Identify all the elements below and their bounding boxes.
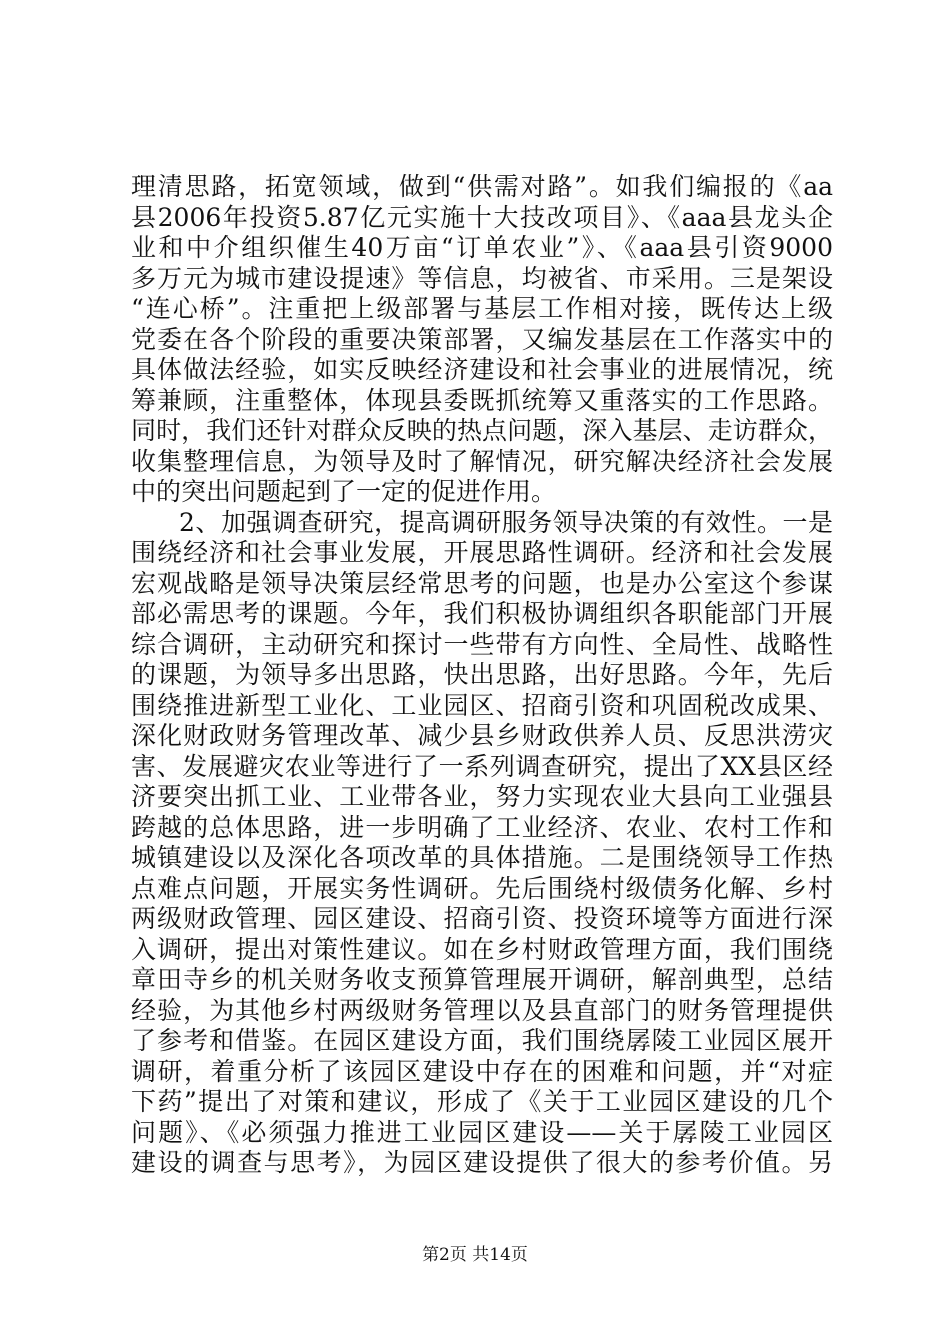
text-line: 综合调研，主动研究和探讨一些带有方向性、全局性、战略性 (131, 629, 833, 659)
text-line: 部必需思考的课题。今年，我们积极协调组织各职能部门开展 (131, 599, 833, 628)
document-body (131, 172, 833, 1179)
text-line: 同时，我们还针对群众反映的热点问题，深入基层、走访群众， (131, 416, 833, 445)
text-line: 党委在各个阶段的重要决策部署，又编发基层在工作落实中的 (131, 324, 833, 354)
text-line: 收集整理信息，为领导及时了解情况，研究解决经济社会发展 (131, 446, 833, 476)
text-line: 理清思路，拓宽领域，做到“供需对路”。如我们编报的《aa (131, 172, 833, 201)
paragraph-end-line: 中的突出问题起到了一定的促进作用。 (131, 477, 557, 506)
text-line: 跨越的总体思路，进一步明确了工业经济、农业、农村工作和 (131, 812, 833, 842)
text-line: 调研，着重分析了该园区建设中存在的困难和问题，并“对症 (131, 1056, 833, 1086)
text-line: 的课题，为领导多出思路，快出思路，出好思路。今年，先后 (131, 660, 833, 689)
text-line: 业和中介组织催生40万亩“订单农业”》、《aaa县引资9000 (131, 233, 833, 262)
paragraph-start-line: 2、加强调查研究，提高调研服务领导决策的有效性。一是 (179, 507, 833, 537)
text-line: 建设的调查与思考》，为园区建设提供了很大的参考价值。另 (131, 1148, 833, 1177)
text-line: 城镇建设以及深化各项改革的具体措施。二是围绕领导工作热 (131, 843, 833, 872)
text-line: 害、发展避灾农业等进行了一系列调查研究，提出了XX县区经 (131, 751, 833, 781)
text-line: 点难点问题，开展实务性调研。先后围绕村级债务化解、乡村 (131, 873, 833, 903)
text-line: 筹兼顾，注重整体，体现县委既抓统筹又重落实的工作思路。 (131, 385, 833, 415)
text-line: 围绕推进新型工业化、工业园区、招商引资和巩固税改成果、 (131, 690, 833, 720)
text-line: 宏观战略是领导决策层经常思考的问题，也是办公室这个参谋 (131, 568, 833, 598)
text-line: 问题》、《必须强力推进工业园区建设——关于孱陵工业园区 (131, 1117, 833, 1147)
text-line: 县2006年投资5.87亿元实施十大技改项目》、《aaa县龙头企 (131, 202, 833, 232)
page-footer (0, 1244, 950, 1266)
text-line: 深化财政财务管理改革、减少县乡财政供养人员、反思洪涝灾 (131, 721, 833, 750)
text-line: 下药”提出了对策和建议，形成了《关于工业园区建设的几个 (131, 1087, 833, 1116)
text-line: 具体做法经验，如实反映经济建设和社会事业的进展情况，统 (131, 355, 833, 384)
text-line: 了参考和借鉴。在园区建设方面，我们围绕孱陵工业园区展开 (131, 1026, 833, 1055)
text-line: 入调研，提出对策性建议。如在乡村财政管理方面，我们围绕 (131, 934, 833, 964)
text-line: “连心桥”。注重把上级部署与基层工作相对接，既传达上级 (131, 294, 833, 323)
text-line: 围绕经济和社会事业发展，开展思路性调研。经济和社会发展 (131, 538, 833, 567)
text-line: 两级财政管理、园区建设、招商引资、投资环境等方面进行深 (131, 904, 833, 933)
page-number-label: 第2页 共14页 (422, 1245, 528, 1265)
text-line: 经验，为其他乡村两级财务管理以及县直部门的财务管理提供 (131, 995, 833, 1025)
text-line: 多万元为城市建设提速》等信息，均被省、市采用。三是架设 (131, 263, 833, 293)
text-line: 济要突出抓工业、工业带各业，努力实现农业大县向工业强县 (131, 782, 833, 811)
text-line: 章田寺乡的机关财务收支预算管理展开调研，解剖典型，总结 (131, 965, 833, 994)
